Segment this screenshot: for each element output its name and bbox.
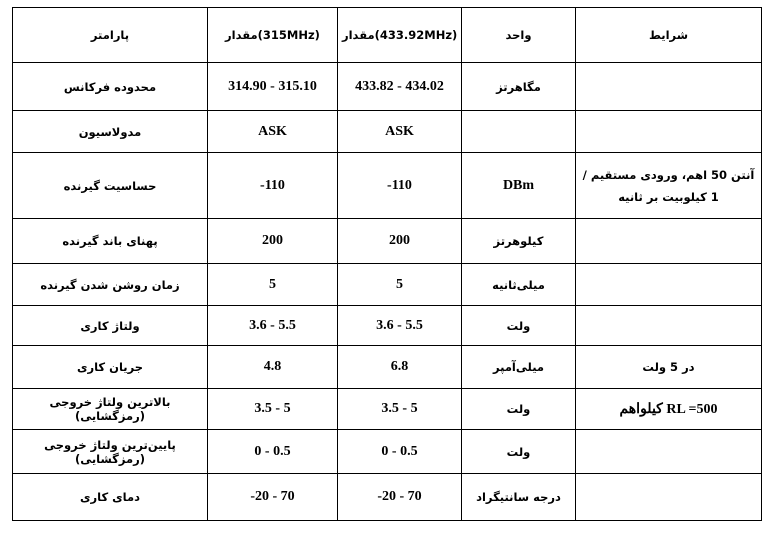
param-cell: پایین‌ترین ولتاژ خروجی (رمزگشایی) — [13, 430, 208, 474]
param-cell: جریان کاری — [13, 346, 208, 389]
table-row — [13, 430, 762, 474]
unit-cell: مگاهرتز — [462, 63, 576, 111]
header-value-315: مقدار(315MHz) — [208, 8, 338, 63]
value-433-cell: -20 - 70 — [338, 474, 462, 521]
value-433-cell: 6.8 — [338, 346, 462, 389]
value-433-cell: 3.6 - 5.5 — [338, 306, 462, 346]
table-row — [13, 346, 762, 389]
unit-cell: میلی‌ثانیه — [462, 264, 576, 306]
table-row — [13, 111, 762, 153]
table-row — [13, 264, 762, 306]
param-cell: زمان روشن شدن گیرنده — [13, 264, 208, 306]
header-row — [13, 8, 762, 63]
condition-cell — [576, 219, 762, 264]
unit-cell: DBm — [462, 153, 576, 219]
unit-cell: درجه سانتیگراد — [462, 474, 576, 521]
spec-table — [12, 7, 762, 521]
param-cell: حساسیت گیرنده — [13, 153, 208, 219]
table-row — [13, 219, 762, 264]
condition-cell: در 5 ولت — [576, 346, 762, 389]
condition-cell — [576, 111, 762, 153]
value-315-cell: 3.5 - 5 — [208, 389, 338, 430]
unit-cell: ولت — [462, 430, 576, 474]
unit-cell: ولت — [462, 306, 576, 346]
value-433-cell: 0 - 0.5 — [338, 430, 462, 474]
value-433-cell: ASK — [338, 111, 462, 153]
condition-cell: RL =500 کیلواهم — [576, 389, 762, 430]
value-315-cell: 5 — [208, 264, 338, 306]
unit-cell: کیلوهرتز — [462, 219, 576, 264]
table-row — [13, 153, 762, 219]
condition-cell — [576, 430, 762, 474]
unit-cell: میلی‌آمپر — [462, 346, 576, 389]
param-cell: ولتاژ کاری — [13, 306, 208, 346]
condition-cell — [576, 474, 762, 521]
value-433-cell: 3.5 - 5 — [338, 389, 462, 430]
value-315-cell: 200 — [208, 219, 338, 264]
header-unit: واحد — [462, 8, 576, 63]
table-row — [13, 474, 762, 521]
value-315-cell: 0 - 0.5 — [208, 430, 338, 474]
condition-cell: آنتن 50 اهم، ورودی مستقیم / 1 کیلوبیت بر ثانیه — [576, 153, 762, 219]
condition-cell — [576, 264, 762, 306]
value-433-cell: 200 — [338, 219, 462, 264]
condition-cell — [576, 306, 762, 346]
value-433-cell: 5 — [338, 264, 462, 306]
value-433-cell: 433.82 - 434.02 — [338, 63, 462, 111]
condition-cell — [576, 63, 762, 111]
param-cell: محدوده فرکانس — [13, 63, 208, 111]
value-315-cell: -110 — [208, 153, 338, 219]
value-315-cell: 3.6 - 5.5 — [208, 306, 338, 346]
table-row — [13, 389, 762, 430]
unit-cell: ولت — [462, 389, 576, 430]
param-cell: مدولاسیون — [13, 111, 208, 153]
value-315-cell: ASK — [208, 111, 338, 153]
value-315-cell: 4.8 — [208, 346, 338, 389]
header-value-433: مقدار(433.92MHz) — [338, 8, 462, 63]
value-315-cell: -20 - 70 — [208, 474, 338, 521]
param-cell: پهنای باند گیرنده — [13, 219, 208, 264]
param-cell: دمای کاری — [13, 474, 208, 521]
unit-cell — [462, 111, 576, 153]
header-param: پارامتر — [13, 8, 208, 63]
table-row — [13, 63, 762, 111]
value-315-cell: 314.90 - 315.10 — [208, 63, 338, 111]
value-433-cell: -110 — [338, 153, 462, 219]
header-condition: شرایط — [576, 8, 762, 63]
param-cell: بالاترین ولتاژ خروجی (رمزگشایی) — [13, 389, 208, 430]
table-row — [13, 306, 762, 346]
